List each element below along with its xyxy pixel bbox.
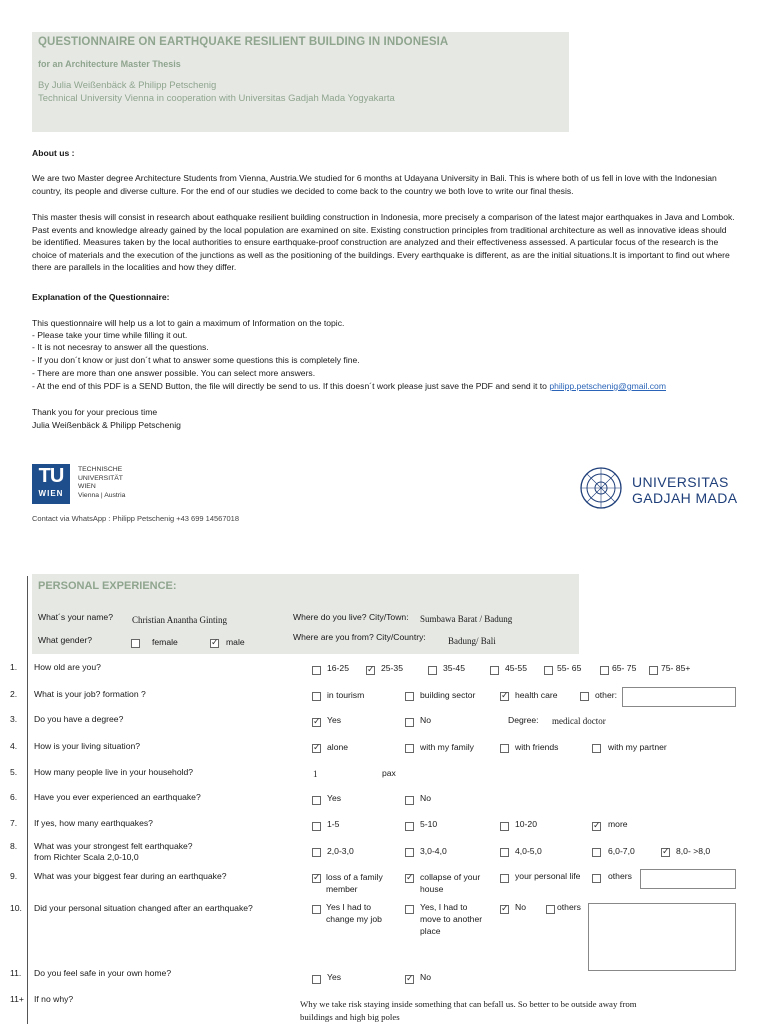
question-text: How many people live in your household? xyxy=(34,767,194,777)
option-label: No xyxy=(515,902,526,912)
question-number: 9. xyxy=(10,871,18,881)
job-health-care-checkbox[interactable] xyxy=(500,692,509,701)
question-number: 11+ xyxy=(10,994,24,1004)
option-label-line: change my job xyxy=(326,914,382,924)
count-more-checkbox[interactable] xyxy=(592,822,601,831)
richter-3-4-checkbox[interactable] xyxy=(405,848,414,857)
question-number: 6. xyxy=(10,792,18,802)
count-10-20-checkbox[interactable] xyxy=(500,822,509,831)
age-16-25-checkbox[interactable] xyxy=(312,666,321,675)
fear-house-checkbox[interactable] xyxy=(405,874,414,883)
option-label: others xyxy=(608,871,632,881)
explanation-heading: Explanation of the Questionnaire: xyxy=(32,292,170,302)
age-75-85-checkbox[interactable] xyxy=(649,666,658,675)
gender-label: What gender? xyxy=(38,635,92,645)
about-paragraph-2: This master thesis will consist in research about eathquake resilient building construction in Indonesia, more precisely a comparison of the latest major earthquakes in Java and Lombok. Past events and knowledge already gained by the local population are examined on site. Existing construction principles from traditional architecture as well as innovative ideas should be identified. Measures taken by the local authorities to ensure earthquake-proof construction are analyzed and their effectiveness assessed. A particular focus of the research is the choice of materials and the execution of the junctions as well as the positioning of the buildings. Every earthquake is different, as are the initial situations.It is important to find out where there are parallels in the localities and how they differ. xyxy=(32,212,735,273)
safe-no-checkbox[interactable] xyxy=(405,975,414,984)
count-1-5-checkbox[interactable] xyxy=(312,822,321,831)
tu-wien-logo xyxy=(32,464,70,504)
option-label: 25-35 xyxy=(381,663,403,673)
richter-8-checkbox[interactable] xyxy=(661,848,670,857)
option-label: with my partner xyxy=(608,742,667,752)
ugm-line: UNIVERSITAS xyxy=(632,474,729,490)
name-label: What´s your name? xyxy=(38,612,113,622)
document-title: QUESTIONNAIRE ON EARTHQUAKE RESILIENT BUILDING IN INDONESIA xyxy=(38,36,449,48)
option-label: others xyxy=(557,902,581,912)
explanation-item-send xyxy=(32,380,738,393)
option-label-line: house xyxy=(420,884,444,894)
question-text-line: What was your strongest felt earthquake? xyxy=(34,841,193,851)
option-label: 2,0-3,0 xyxy=(327,846,354,856)
authors: By Julia Weißenbäck & Philipp Petschenig xyxy=(38,80,217,91)
question-number: 5. xyxy=(10,767,18,777)
option-label: Yes xyxy=(327,793,342,803)
question-text: Have you ever experienced an earthquake? xyxy=(34,792,201,802)
living-partner-checkbox[interactable] xyxy=(592,744,601,753)
option-label: 6,0-7,0 xyxy=(608,846,635,856)
about-heading: About us : xyxy=(32,148,75,158)
option-label: health care xyxy=(515,690,558,700)
question-text: Did your personal situation changed after an earthquake? xyxy=(34,903,253,913)
option-label-line: collapse of your xyxy=(420,872,481,882)
option-label: alone xyxy=(327,742,349,752)
question-text: If yes, how many earthquakes? xyxy=(34,818,153,828)
question-number: 10. xyxy=(10,903,22,913)
question-number: 7. xyxy=(10,818,18,828)
question-text: What was your biggest fear during an earthquake? xyxy=(34,871,227,881)
age-45-55-checkbox[interactable] xyxy=(490,666,499,675)
question-text: If no why? xyxy=(34,994,74,1004)
answer-line: buildings and high big poles xyxy=(300,1012,400,1022)
question-text xyxy=(34,841,193,863)
option-label: No xyxy=(420,793,431,803)
name-field[interactable]: Christian Anantha Ginting xyxy=(132,615,227,625)
option-label-line: loss of a family xyxy=(326,872,383,882)
age-65-75-checkbox[interactable] xyxy=(600,666,609,675)
ugm-seal-icon xyxy=(579,466,623,510)
question-text-line: from Richter Scala 2,0-10,0 xyxy=(34,852,139,862)
option-label: No xyxy=(420,715,431,725)
institution: Technical University Vienna in cooperation with Universitas Gadjah Mada Yogyakarta xyxy=(38,93,395,104)
ugm-line: GADJAH MADA xyxy=(632,490,738,506)
degree-yes-checkbox[interactable] xyxy=(312,718,321,727)
ugm-logo-text xyxy=(632,474,738,506)
option-label: 16-25 xyxy=(327,663,349,673)
richter-4-5-checkbox[interactable] xyxy=(500,848,509,857)
option-label-line: member xyxy=(326,884,358,894)
changed-place-label xyxy=(420,901,482,937)
changed-no-checkbox[interactable] xyxy=(500,905,509,914)
count-5-10-checkbox[interactable] xyxy=(405,822,414,831)
explanation-intro: This questionnaire will help us a lot to gain a maximum of Information on the topic. xyxy=(32,318,345,328)
tu-line: Vienna | Austria xyxy=(78,491,126,499)
fear-house-label xyxy=(420,871,480,895)
fear-others-checkbox[interactable] xyxy=(592,874,601,883)
option-label: 3,0-4,0 xyxy=(420,846,447,856)
fear-personal-checkbox[interactable] xyxy=(500,874,509,883)
degree-no-checkbox[interactable] xyxy=(405,718,414,727)
answer-line: Why we take risk staying inside something that can befall us. So better to be outside away from xyxy=(300,999,637,1009)
live-field[interactable]: Sumbawa Barat / Badung xyxy=(420,614,513,624)
question-number: 11. xyxy=(10,968,22,978)
option-label: Yes xyxy=(327,972,342,982)
contact-text: Contact via WhatsApp : Philipp Petschenig +43 699 14567018 xyxy=(32,514,240,523)
option-label: with my family xyxy=(420,742,474,752)
left-rule xyxy=(27,576,28,1024)
option-label: more xyxy=(608,819,628,829)
tu-line: UNIVERSITÄT xyxy=(78,474,123,482)
option-label: 65- 75 xyxy=(612,663,637,673)
option-label: 45-55 xyxy=(505,663,527,673)
tu-line: WIEN xyxy=(78,483,96,490)
household-unit: pax xyxy=(382,768,396,778)
living-friends-checkbox[interactable] xyxy=(500,744,509,753)
male-label: male xyxy=(226,637,245,647)
household-count-field[interactable]: 1 xyxy=(313,769,318,779)
explanation-item: - If you don´t know or just don´t what to answer some questions this is completely fine. xyxy=(32,355,360,365)
explanation-item: - There are more than one answer possible. You can select more answers. xyxy=(32,368,316,378)
option-label: 4,0-5,0 xyxy=(515,846,542,856)
personal-title: PERSONAL EXPERIENCE: xyxy=(38,580,177,592)
option-label-line: Yes, I had to xyxy=(420,902,468,912)
option-label: 75- 85+ xyxy=(661,663,691,673)
thanks-text: Thank you for your precious time xyxy=(32,407,158,417)
about-paragraph-1: We are two Master degree Architecture Students from Vienna, Austria.We studied for 6 months at Udayana University in Bali. This is where both of us fell in love with the Indonesian country, its people and diverse culture. For the end of our studies we decided to come back to the country we both love to write our final thesis. xyxy=(32,173,717,196)
option-label: 1-5 xyxy=(327,819,340,829)
document-subtitle: for an Architecture Master Thesis xyxy=(38,59,181,69)
option-label: building sector xyxy=(420,690,476,700)
option-label: 8,0- >8,0 xyxy=(676,846,711,856)
changed-others-checkbox[interactable] xyxy=(546,905,555,914)
option-label: your personal life xyxy=(515,871,581,881)
fear-others-input[interactable] xyxy=(640,869,736,889)
option-label: 5-10 xyxy=(420,819,438,829)
why-not-safe-field[interactable] xyxy=(300,998,740,1024)
tu-wien-text xyxy=(78,466,125,500)
option-label-line: Yes I had to xyxy=(326,902,372,912)
option-label: 10-20 xyxy=(515,819,537,829)
tu-logo-mark: TU xyxy=(38,465,64,487)
job-other-input[interactable] xyxy=(622,687,736,707)
living-alone-checkbox[interactable] xyxy=(312,744,321,753)
living-family-checkbox[interactable] xyxy=(405,744,414,753)
question-number: 2. xyxy=(10,689,18,699)
question-text: How old are you? xyxy=(34,662,101,672)
job-building-checkbox[interactable] xyxy=(405,692,414,701)
fear-family-label xyxy=(326,871,383,895)
question-number: 8. xyxy=(10,841,18,851)
changed-place-checkbox[interactable] xyxy=(405,905,414,914)
experienced-yes-checkbox[interactable] xyxy=(312,796,321,805)
question-text: What is your job? formation ? xyxy=(34,689,146,699)
age-25-35-checkbox[interactable] xyxy=(366,666,375,675)
age-35-45-checkbox[interactable] xyxy=(428,666,437,675)
live-label: Where do you live? City/Town: xyxy=(293,612,409,622)
question-number: 4. xyxy=(10,741,18,751)
degree-label: Degree: xyxy=(508,715,539,725)
option-label: No xyxy=(420,972,431,982)
question-text: Do you have a degree? xyxy=(34,714,124,724)
question-number: 3. xyxy=(10,714,18,724)
option-label: 55- 65 xyxy=(557,663,582,673)
degree-field[interactable]: medical doctor xyxy=(552,716,606,726)
job-tourism-checkbox[interactable] xyxy=(312,692,321,701)
signoff-text: Julia Weißenbäck & Philipp Petschenig xyxy=(32,420,181,430)
male-checkbox[interactable] xyxy=(210,639,219,648)
changed-others-textarea[interactable] xyxy=(588,903,736,971)
job-other-checkbox[interactable] xyxy=(580,692,589,701)
option-label: in tourism xyxy=(327,690,365,700)
richter-2-3-checkbox[interactable] xyxy=(312,848,321,857)
experienced-no-checkbox[interactable] xyxy=(405,796,414,805)
explanation-item: - It is not necesray to answer all the questions. xyxy=(32,342,209,352)
age-55-65-checkbox[interactable] xyxy=(544,666,553,675)
question-text: How is your living situation? xyxy=(34,741,141,751)
female-checkbox[interactable] xyxy=(131,639,140,648)
changed-job-label xyxy=(326,901,382,925)
email-link[interactable]: philipp.petschenig@gmail.com xyxy=(549,381,666,391)
option-label: 35-45 xyxy=(443,663,465,673)
from-label: Where are you from? City/Country: xyxy=(293,632,426,642)
option-label: with friends xyxy=(515,742,559,752)
from-field[interactable]: Badung/ Bali xyxy=(448,636,496,646)
richter-6-7-checkbox[interactable] xyxy=(592,848,601,857)
safe-yes-checkbox[interactable] xyxy=(312,975,321,984)
fear-family-checkbox[interactable] xyxy=(312,874,321,883)
explanation-send-text: - At the end of this PDF is a SEND Button, the file will directly be send to us. If this doesn´t work please just save the PDF and send it to xyxy=(32,381,550,391)
changed-job-checkbox[interactable] xyxy=(312,905,321,914)
option-label-line: place xyxy=(420,926,441,936)
tu-logo-wien: WIEN xyxy=(38,489,64,498)
option-label: Yes xyxy=(327,715,342,725)
option-label: other: xyxy=(595,690,617,700)
tu-line: TECHNISCHE xyxy=(78,466,123,473)
female-label: female xyxy=(152,637,178,647)
explanation-item: - Please take your time while filling it out. xyxy=(32,330,188,340)
question-text: Do you feel safe in your own home? xyxy=(34,968,172,978)
option-label-line: move to another xyxy=(420,914,483,924)
question-number: 1. xyxy=(10,662,18,672)
